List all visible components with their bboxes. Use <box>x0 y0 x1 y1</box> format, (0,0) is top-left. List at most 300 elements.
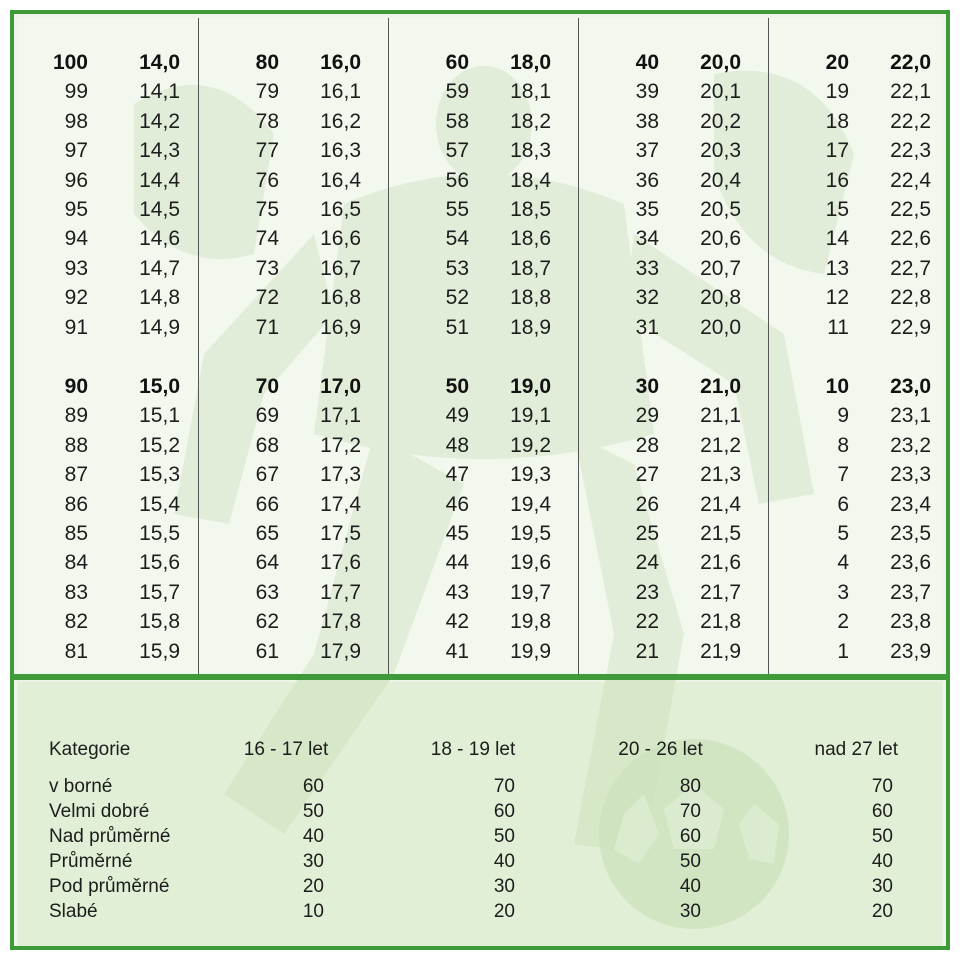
points-value: 28 <box>635 433 659 457</box>
time-value: 18,2 <box>510 109 551 133</box>
points-value: 41 <box>445 639 469 663</box>
score-row <box>769 578 942 607</box>
time-value: 22,7 <box>890 256 931 280</box>
score-column <box>198 18 388 674</box>
time-value: 15,8 <box>139 610 180 634</box>
points-value: 16 <box>825 168 849 192</box>
points-value: 2 <box>837 610 849 634</box>
time-value: 16,9 <box>320 315 361 339</box>
points-value: 7 <box>837 463 849 487</box>
points-value: 89 <box>64 404 88 428</box>
score-row <box>579 77 768 106</box>
points-value: 43 <box>445 580 469 604</box>
category-score: 50 <box>493 826 515 847</box>
time-value: 18,6 <box>510 227 551 251</box>
score-row <box>389 490 578 519</box>
points-value: 88 <box>64 433 88 457</box>
time-value: 21,8 <box>700 610 741 634</box>
score-row <box>18 313 198 342</box>
time-value: 17,2 <box>320 433 361 457</box>
score-column <box>768 18 942 674</box>
points-value: 52 <box>445 286 469 310</box>
time-value: 14,5 <box>139 197 180 221</box>
category-label: Nad průměrné <box>49 826 171 847</box>
score-row <box>389 48 578 77</box>
points-value: 19 <box>825 80 849 104</box>
points-value: 72 <box>255 286 279 310</box>
points-value: 23 <box>635 580 659 604</box>
category-score: 40 <box>302 826 324 847</box>
points-value: 5 <box>837 521 849 545</box>
category-table <box>18 682 942 946</box>
time-value: 18,3 <box>510 139 551 163</box>
time-value: 19,6 <box>510 551 551 575</box>
points-value: 79 <box>255 80 279 104</box>
score-column <box>388 18 578 674</box>
score-row <box>18 460 198 489</box>
category-label: Pod průměrné <box>49 876 170 897</box>
time-value: 21,1 <box>700 404 741 428</box>
points-value: 35 <box>635 197 659 221</box>
points-value: 36 <box>635 168 659 192</box>
points-value: 24 <box>635 551 659 575</box>
score-row <box>199 372 388 401</box>
time-value: 16,3 <box>320 139 361 163</box>
points-value: 59 <box>445 80 469 104</box>
score-row <box>18 283 198 312</box>
score-row <box>389 460 578 489</box>
time-value: 21,5 <box>700 521 741 545</box>
category-score: 60 <box>679 826 701 847</box>
score-row <box>579 254 768 283</box>
time-value: 14,0 <box>139 51 180 74</box>
time-value: 15,6 <box>139 551 180 575</box>
points-value: 69 <box>255 404 279 428</box>
header-category: Kategorie <box>49 739 131 760</box>
points-value: 99 <box>64 80 88 104</box>
score-row <box>18 637 198 666</box>
time-value: 17,3 <box>320 463 361 487</box>
score-row <box>199 431 388 460</box>
score-table <box>18 18 942 674</box>
score-row <box>199 254 388 283</box>
time-value: 15,0 <box>139 375 180 398</box>
points-value: 31 <box>635 315 659 339</box>
points-value: 51 <box>445 315 469 339</box>
score-row <box>199 195 388 224</box>
category-score: 60 <box>493 801 515 822</box>
time-value: 20,7 <box>700 256 741 280</box>
score-group <box>769 372 942 666</box>
score-row <box>769 607 942 636</box>
score-row <box>389 224 578 253</box>
category-score: 70 <box>679 801 701 822</box>
score-row <box>199 401 388 430</box>
time-value: 23,2 <box>890 433 931 457</box>
score-row <box>579 490 768 519</box>
time-value: 20,5 <box>700 197 741 221</box>
time-value: 16,7 <box>320 256 361 280</box>
score-group <box>579 372 768 666</box>
points-value: 20 <box>825 51 849 74</box>
points-value: 15 <box>825 197 849 221</box>
score-row <box>579 372 768 401</box>
score-row <box>18 107 198 136</box>
score-row <box>18 490 198 519</box>
category-score: 20 <box>302 876 324 897</box>
time-value: 20,6 <box>700 227 741 251</box>
time-value: 20,8 <box>700 286 741 310</box>
score-row <box>199 283 388 312</box>
score-row <box>199 519 388 548</box>
points-value: 29 <box>635 404 659 428</box>
time-value: 15,4 <box>139 492 180 516</box>
time-value: 19,2 <box>510 433 551 457</box>
time-value: 18,1 <box>510 80 551 104</box>
time-value: 15,7 <box>139 580 180 604</box>
score-row <box>18 224 198 253</box>
points-value: 42 <box>445 610 469 634</box>
score-row <box>769 254 942 283</box>
points-value: 63 <box>255 580 279 604</box>
score-row <box>769 195 942 224</box>
time-value: 16,8 <box>320 286 361 310</box>
score-group <box>389 372 578 666</box>
score-row <box>389 283 578 312</box>
time-value: 14,4 <box>139 168 180 192</box>
time-value: 16,4 <box>320 168 361 192</box>
score-row <box>579 460 768 489</box>
points-value: 80 <box>255 51 279 74</box>
score-row <box>389 107 578 136</box>
time-value: 22,3 <box>890 139 931 163</box>
score-row <box>769 637 942 666</box>
points-value: 46 <box>445 492 469 516</box>
time-value: 21,0 <box>700 375 741 398</box>
score-row <box>18 166 198 195</box>
score-row <box>769 431 942 460</box>
time-value: 21,9 <box>700 639 741 663</box>
points-value: 60 <box>445 51 469 74</box>
category-label: Slabé <box>49 901 98 922</box>
time-value: 23,7 <box>890 580 931 604</box>
points-value: 40 <box>635 51 659 74</box>
points-value: 73 <box>255 256 279 280</box>
time-value: 21,3 <box>700 463 741 487</box>
points-value: 6 <box>837 492 849 516</box>
points-value: 48 <box>445 433 469 457</box>
score-row <box>18 431 198 460</box>
category-row <box>18 799 942 824</box>
score-row <box>579 224 768 253</box>
time-value: 22,6 <box>890 227 931 251</box>
time-value: 20,0 <box>700 51 741 74</box>
points-value: 33 <box>635 256 659 280</box>
score-row <box>389 136 578 165</box>
time-value: 23,6 <box>890 551 931 575</box>
score-row <box>199 313 388 342</box>
score-row <box>389 519 578 548</box>
points-value: 58 <box>445 109 469 133</box>
score-column <box>18 18 198 674</box>
points-value: 91 <box>64 315 88 339</box>
score-row <box>769 401 942 430</box>
points-value: 50 <box>445 375 469 398</box>
time-value: 22,1 <box>890 80 931 104</box>
score-row <box>769 48 942 77</box>
score-group <box>579 48 768 342</box>
score-row <box>389 77 578 106</box>
time-value: 23,1 <box>890 404 931 428</box>
time-value: 14,3 <box>139 139 180 163</box>
score-row <box>199 637 388 666</box>
score-row <box>389 637 578 666</box>
time-value: 16,5 <box>320 197 361 221</box>
score-row <box>18 607 198 636</box>
time-value: 17,4 <box>320 492 361 516</box>
points-value: 67 <box>255 463 279 487</box>
score-group <box>18 372 198 666</box>
score-row <box>199 460 388 489</box>
time-value: 19,1 <box>510 404 551 428</box>
points-value: 83 <box>64 580 88 604</box>
points-value: 92 <box>64 286 88 310</box>
points-value: 10 <box>825 375 849 398</box>
score-row <box>389 195 578 224</box>
points-value: 96 <box>64 168 88 192</box>
header-age-16-17: 16 - 17 let <box>243 739 329 760</box>
category-row <box>18 899 942 924</box>
time-value: 18,4 <box>510 168 551 192</box>
score-row <box>769 372 942 401</box>
score-row <box>579 637 768 666</box>
score-row <box>18 254 198 283</box>
points-value: 64 <box>255 551 279 575</box>
category-score: 50 <box>302 801 324 822</box>
score-column <box>578 18 768 674</box>
points-value: 82 <box>64 610 88 634</box>
time-value: 16,2 <box>320 109 361 133</box>
time-value: 16,0 <box>320 51 361 74</box>
points-value: 77 <box>255 139 279 163</box>
points-value: 75 <box>255 197 279 221</box>
score-row <box>18 136 198 165</box>
time-value: 19,9 <box>510 639 551 663</box>
time-value: 17,7 <box>320 580 361 604</box>
time-value: 18,0 <box>510 51 551 74</box>
time-value: 20,2 <box>700 109 741 133</box>
time-value: 19,7 <box>510 580 551 604</box>
category-label: Průměrné <box>49 851 133 872</box>
time-value: 22,9 <box>890 315 931 339</box>
time-value: 15,2 <box>139 433 180 457</box>
points-value: 47 <box>445 463 469 487</box>
header-age-18-19: 18 - 19 let <box>430 739 516 760</box>
time-value: 19,3 <box>510 463 551 487</box>
points-value: 27 <box>635 463 659 487</box>
points-value: 55 <box>445 197 469 221</box>
score-row <box>769 548 942 577</box>
score-row <box>18 519 198 548</box>
score-row <box>18 195 198 224</box>
points-value: 78 <box>255 109 279 133</box>
points-value: 93 <box>64 256 88 280</box>
points-value: 56 <box>445 168 469 192</box>
time-value: 22,5 <box>890 197 931 221</box>
time-value: 19,8 <box>510 610 551 634</box>
points-value: 39 <box>635 80 659 104</box>
category-row <box>18 774 942 799</box>
score-row <box>769 313 942 342</box>
points-value: 1 <box>837 639 849 663</box>
score-row <box>769 460 942 489</box>
score-row <box>389 548 578 577</box>
category-score: 30 <box>871 876 893 897</box>
points-value: 8 <box>837 433 849 457</box>
score-row <box>579 578 768 607</box>
score-row <box>389 166 578 195</box>
header-age-20-26: 20 - 26 let <box>618 739 703 760</box>
time-value: 14,2 <box>139 109 180 133</box>
score-row <box>18 77 198 106</box>
score-row <box>18 401 198 430</box>
score-row <box>199 77 388 106</box>
time-value: 15,9 <box>139 639 180 663</box>
time-value: 20,1 <box>700 80 741 104</box>
time-value: 21,4 <box>700 492 741 516</box>
category-score: 20 <box>871 901 893 922</box>
category-score: 30 <box>679 901 701 922</box>
score-row <box>769 283 942 312</box>
time-value: 23,8 <box>890 610 931 634</box>
score-row <box>389 578 578 607</box>
category-rows <box>18 774 942 924</box>
time-value: 17,6 <box>320 551 361 575</box>
score-row <box>18 578 198 607</box>
time-value: 15,1 <box>139 404 180 428</box>
category-score: 60 <box>302 776 324 797</box>
score-row <box>579 548 768 577</box>
score-row <box>199 607 388 636</box>
points-value: 37 <box>635 139 659 163</box>
points-value: 32 <box>635 286 659 310</box>
points-value: 68 <box>255 433 279 457</box>
points-value: 12 <box>825 286 849 310</box>
points-value: 4 <box>837 551 849 575</box>
time-value: 22,8 <box>890 286 931 310</box>
time-value: 14,8 <box>139 286 180 310</box>
category-row <box>18 874 942 899</box>
points-value: 86 <box>64 492 88 516</box>
points-value: 34 <box>635 227 659 251</box>
score-row <box>579 195 768 224</box>
score-row <box>769 136 942 165</box>
score-row <box>769 519 942 548</box>
score-row <box>199 578 388 607</box>
score-row <box>389 431 578 460</box>
points-value: 26 <box>635 492 659 516</box>
score-row <box>199 107 388 136</box>
score-card <box>10 10 950 950</box>
time-value: 23,3 <box>890 463 931 487</box>
points-value: 13 <box>825 256 849 280</box>
category-score: 30 <box>493 876 515 897</box>
time-value: 17,9 <box>320 639 361 663</box>
time-value: 22,0 <box>890 51 931 74</box>
category-score: 80 <box>679 776 701 797</box>
time-value: 20,4 <box>700 168 741 192</box>
time-value: 23,0 <box>890 375 931 398</box>
score-row <box>769 224 942 253</box>
score-row <box>579 401 768 430</box>
points-value: 98 <box>64 109 88 133</box>
score-row <box>18 548 198 577</box>
score-group <box>199 372 388 666</box>
score-row <box>769 107 942 136</box>
points-value: 97 <box>64 139 88 163</box>
time-value: 17,8 <box>320 610 361 634</box>
points-value: 71 <box>255 315 279 339</box>
time-value: 23,4 <box>890 492 931 516</box>
score-row <box>199 136 388 165</box>
time-value: 20,0 <box>700 315 741 339</box>
points-value: 70 <box>255 375 279 398</box>
score-row <box>389 254 578 283</box>
score-row <box>579 519 768 548</box>
time-value: 16,6 <box>320 227 361 251</box>
points-value: 53 <box>445 256 469 280</box>
time-value: 22,2 <box>890 109 931 133</box>
score-row <box>579 607 768 636</box>
score-row <box>579 313 768 342</box>
points-value: 14 <box>825 227 849 251</box>
category-score: 10 <box>302 901 324 922</box>
score-row <box>199 490 388 519</box>
time-value: 20,3 <box>700 139 741 163</box>
score-row <box>18 372 198 401</box>
time-value: 14,7 <box>139 256 180 280</box>
score-row <box>199 48 388 77</box>
points-value: 22 <box>635 610 659 634</box>
score-row <box>389 607 578 636</box>
points-value: 85 <box>64 521 88 545</box>
score-row <box>199 224 388 253</box>
points-value: 90 <box>64 375 88 398</box>
category-score: 30 <box>302 851 324 872</box>
time-value: 21,2 <box>700 433 741 457</box>
score-row <box>579 48 768 77</box>
time-value: 17,0 <box>320 375 361 398</box>
time-value: 16,1 <box>320 80 361 104</box>
time-value: 23,9 <box>890 639 931 663</box>
score-group <box>18 48 198 342</box>
score-row <box>579 107 768 136</box>
time-value: 19,0 <box>510 375 551 398</box>
score-row <box>579 431 768 460</box>
score-row <box>389 372 578 401</box>
score-row <box>769 490 942 519</box>
score-group <box>389 48 578 342</box>
category-score: 70 <box>493 776 515 797</box>
category-score: 60 <box>871 801 893 822</box>
points-value: 45 <box>445 521 469 545</box>
score-group <box>769 48 942 342</box>
time-value: 22,4 <box>890 168 931 192</box>
category-score: 40 <box>493 851 515 872</box>
score-row <box>769 77 942 106</box>
score-row <box>579 166 768 195</box>
score-row <box>389 401 578 430</box>
